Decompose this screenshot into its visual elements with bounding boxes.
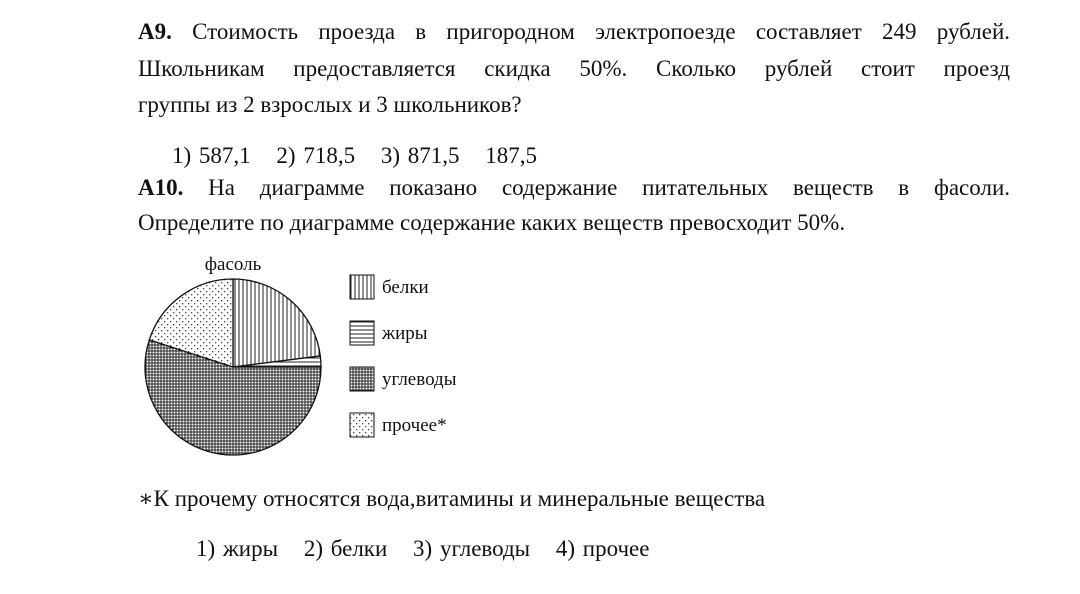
a10-text-1: На диаграмме показано содержание питательных веществ в фасоли. — [208, 175, 1011, 200]
chart-legend — [350, 275, 457, 437]
pie-slices — [145, 279, 321, 455]
pie-slice-0 — [233, 279, 320, 367]
a9-answer-2: 2) 718,5 — [276, 143, 356, 168]
legend-label-1: жиры — [382, 323, 428, 344]
legend-label-3: прочее* — [382, 415, 447, 436]
a10-answer-4: 4) прочее — [555, 536, 650, 561]
legend-label-2: углеводы — [382, 369, 457, 390]
a9-answer-4: 187,5 — [485, 143, 538, 168]
footnote-mark: ∗ — [138, 486, 154, 511]
footnote-text: К прочему относятся вода,витамины и минеральные вещества — [153, 486, 766, 511]
a10-answer-3: 3) углеводы — [413, 536, 531, 561]
legend-swatch-3 — [350, 413, 374, 437]
legend-swatch-2 — [350, 367, 374, 391]
a9-answer-1: 1) 587,1 — [172, 143, 251, 168]
a9-answer-3: 3) 871,5 — [380, 143, 460, 168]
a10-answer-options — [196, 532, 667, 565]
a9-answer-options — [172, 139, 555, 172]
a10-question-line-1 — [138, 171, 1010, 204]
chart-title: фасоль — [204, 254, 262, 275]
legend-swatch-1 — [350, 321, 374, 345]
a10-answer-1: 1) жиры — [196, 536, 279, 561]
legend-swatch-0 — [350, 275, 374, 299]
pie-chart — [130, 245, 490, 460]
legend-label-0: белки — [382, 277, 429, 298]
a10-number: А10. — [138, 175, 184, 200]
a9-question-line-3: группы из 2 взрослых и 3 школьников? — [138, 92, 522, 117]
a10-answer-2: 2) белки — [303, 536, 388, 561]
footnote — [138, 482, 765, 515]
a9-question-line-1 — [138, 15, 1010, 48]
a10-question-line-2: Определите по диаграмме содержание каких веществ превосходит 50%. — [138, 210, 846, 235]
a9-number: А9. — [138, 19, 172, 44]
a9-question-line-2: Школьникам предоставляется скидка 50%. Сколько рублей стоит проезд — [138, 56, 1010, 81]
a9-text-1: Стоимость проезда в пригородном электропоезде составляет 249 рублей. — [192, 19, 1011, 44]
